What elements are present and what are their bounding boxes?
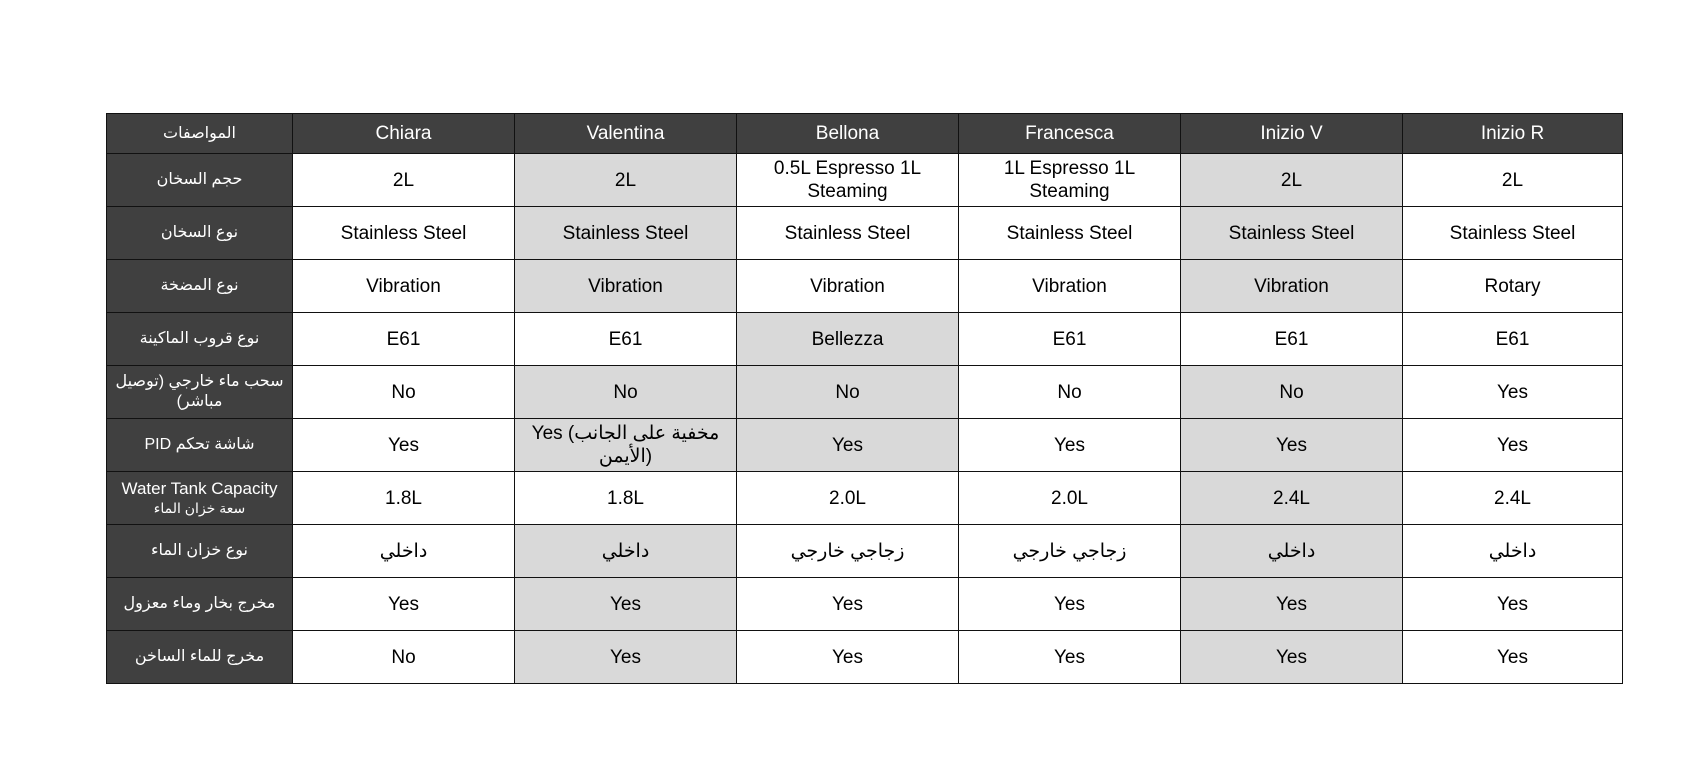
table-cell: Stainless Steel: [737, 207, 959, 260]
table-cell: Yes: [959, 631, 1181, 684]
table-cell: Yes: [1403, 419, 1623, 472]
table-cell: Yes: [515, 578, 737, 631]
table-row: [107, 366, 1623, 419]
table-cell: داخلي: [515, 525, 737, 578]
table-cell: 2L: [1403, 154, 1623, 207]
table-cell: داخلي: [1181, 525, 1403, 578]
table-cell: Yes: [959, 419, 1181, 472]
table-cell: Yes: [1181, 419, 1403, 472]
table-cell: 0.5L Espresso 1L Steaming: [737, 154, 959, 207]
table-cell: Stainless Steel: [959, 207, 1181, 260]
table-row: [107, 154, 1623, 207]
table-cell: 1L Espresso 1L Steaming: [959, 154, 1181, 207]
table-row: [107, 631, 1623, 684]
table-cell: زجاجي خارجي: [737, 525, 959, 578]
row-label-water-tank-capacity: [107, 472, 293, 525]
table-cell: Bellezza: [737, 313, 959, 366]
table-cell: Yes: [1181, 631, 1403, 684]
table-cell: 2.0L: [737, 472, 959, 525]
table-cell: Vibration: [293, 260, 515, 313]
table-cell: E61: [1403, 313, 1623, 366]
table-cell: Yes: [737, 578, 959, 631]
table-cell: 2.4L: [1181, 472, 1403, 525]
column-header-valentina: Valentina: [515, 114, 737, 154]
row-label-arabic: سعة خزان الماء: [153, 500, 246, 516]
table-cell: 2L: [515, 154, 737, 207]
row-label-pid-display: شاشة تحكم PID: [107, 419, 293, 472]
table-cell: Yes: [959, 578, 1181, 631]
table-cell: Yes: [1181, 578, 1403, 631]
table-cell: Vibration: [1181, 260, 1403, 313]
row-label-english: Water Tank Capacity: [121, 479, 278, 498]
table-row: [107, 313, 1623, 366]
table-cell: Vibration: [737, 260, 959, 313]
column-header-bellona: Bellona: [737, 114, 959, 154]
table-row: [107, 419, 1623, 472]
table-cell: 2L: [1181, 154, 1403, 207]
row-label-boiler-type: نوع السخان: [107, 207, 293, 260]
table-cell: No: [293, 366, 515, 419]
table-cell: 1.8L: [293, 472, 515, 525]
row-label-hot-water-outlet: مخرج للماء الساخن: [107, 631, 293, 684]
column-header-chiara: Chiara: [293, 114, 515, 154]
table-cell: داخلي: [1403, 525, 1623, 578]
table-row: [107, 207, 1623, 260]
specifications-header: المواصفات: [107, 114, 293, 154]
column-header-inizio-v: Inizio V: [1181, 114, 1403, 154]
table-cell: Yes (مخفية على الجانب الأيمن): [515, 419, 737, 472]
table-cell: زجاجي خارجي: [959, 525, 1181, 578]
table-cell: Yes: [1403, 578, 1623, 631]
table-cell: E61: [515, 313, 737, 366]
table-row: [107, 260, 1623, 313]
table-cell: Vibration: [959, 260, 1181, 313]
table-cell: No: [1181, 366, 1403, 419]
row-label-pump-type: نوع المضخة: [107, 260, 293, 313]
table-cell: No: [293, 631, 515, 684]
table-cell: Yes: [293, 419, 515, 472]
row-label-plumb-in: سحب ماء خارجي (توصيل مباشر): [107, 366, 293, 419]
table-cell: No: [515, 366, 737, 419]
header-row: [107, 114, 1623, 154]
table-cell: Yes: [1403, 366, 1623, 419]
row-label-group-type: نوع قروب الماكينة: [107, 313, 293, 366]
table-cell: No: [737, 366, 959, 419]
table-cell: داخلي: [293, 525, 515, 578]
table-cell: E61: [293, 313, 515, 366]
table-cell: No: [959, 366, 1181, 419]
row-label-water-tank-type: نوع خزان الماء: [107, 525, 293, 578]
table-cell: 2L: [293, 154, 515, 207]
table-cell: Yes: [1403, 631, 1623, 684]
row-label-boiler-size: حجم السخان: [107, 154, 293, 207]
table-cell: Stainless Steel: [1181, 207, 1403, 260]
column-header-francesca: Francesca: [959, 114, 1181, 154]
table-cell: Yes: [293, 578, 515, 631]
table-row: [107, 578, 1623, 631]
table-cell: E61: [959, 313, 1181, 366]
table-row: [107, 525, 1623, 578]
row-label-steam-water-outlet: مخرج بخار وماء معزول: [107, 578, 293, 631]
table-cell: Yes: [737, 631, 959, 684]
table-cell: Yes: [737, 419, 959, 472]
table-cell: Rotary: [1403, 260, 1623, 313]
column-header-inizio-r: Inizio R: [1403, 114, 1623, 154]
table-cell: E61: [1181, 313, 1403, 366]
table-cell: Stainless Steel: [293, 207, 515, 260]
table-cell: Stainless Steel: [1403, 207, 1623, 260]
table-row: [107, 472, 1623, 525]
table-cell: Stainless Steel: [515, 207, 737, 260]
table-cell: 1.8L: [515, 472, 737, 525]
table-cell: 2.4L: [1403, 472, 1623, 525]
table-cell: Yes: [515, 631, 737, 684]
table-cell: Vibration: [515, 260, 737, 313]
specifications-table: [106, 113, 1623, 684]
table-cell: 2.0L: [959, 472, 1181, 525]
